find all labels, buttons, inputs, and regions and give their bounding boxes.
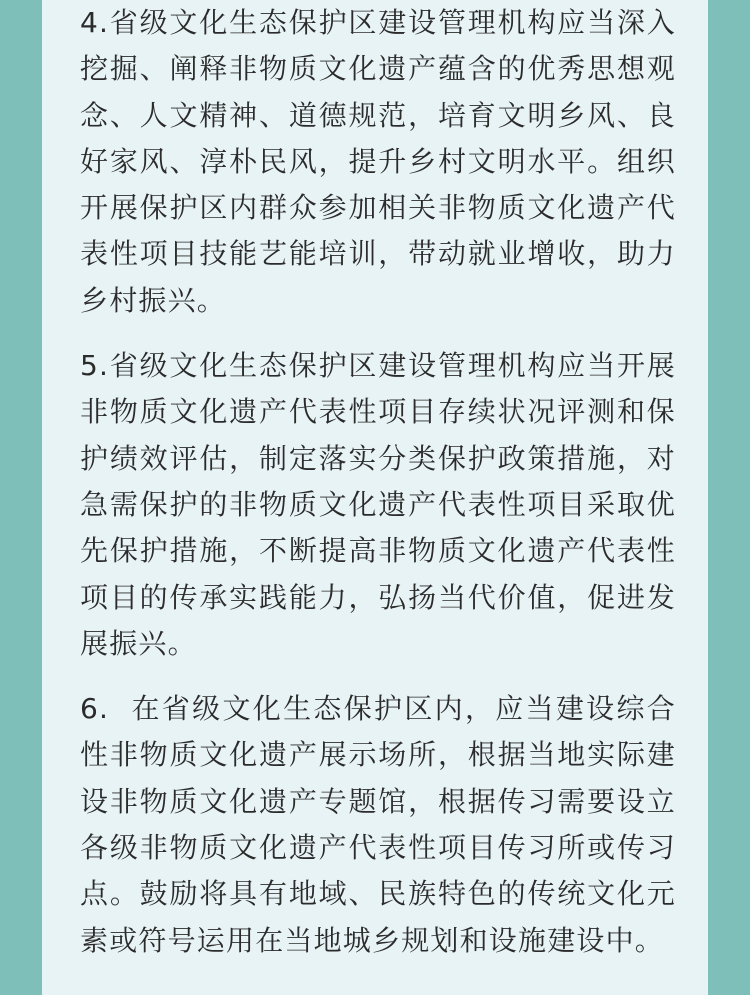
paragraph-4: 4.省级文化生态保护区建设管理机构应当深入挖掘、阐释非物质文化遗产蕴含的优秀思想观念、人文精神、道德规范，培育文明乡风、良好家风、淳朴民风，提升乡村文明水平。组织开展保护区内群众参加相关非物质文化遗产代表性项目技能艺能培训，带动就业增收，助力乡村振兴。 — [80, 6, 676, 317]
paragraph-6: 6. 在省级文化生态保护区内，应当建设综合性非物质文化遗产展示场所，根据当地实际建设非物质文化遗产专题馆，根据传习需要设立各级非物质文化遗产代表性项目传习所或传习点。鼓励将具有地域、民族特色的传统文化元素或符号运用在当地城乡规划和设施建设中。 — [80, 692, 676, 957]
paragraph-5: 5.省级文化生态保护区建设管理机构应当开展非物质文化遗产代表性项目存续状况评测和保护绩效评估，制定落实分类保护政策措施，对急需保护的非物质文化遗产代表性项目采取优先保护措施，不断提高非物质文化遗产代表性项目的传承实践能力，弘扬当代价值，促进发展振兴。 — [80, 349, 676, 660]
document-panel — [42, 0, 708, 995]
